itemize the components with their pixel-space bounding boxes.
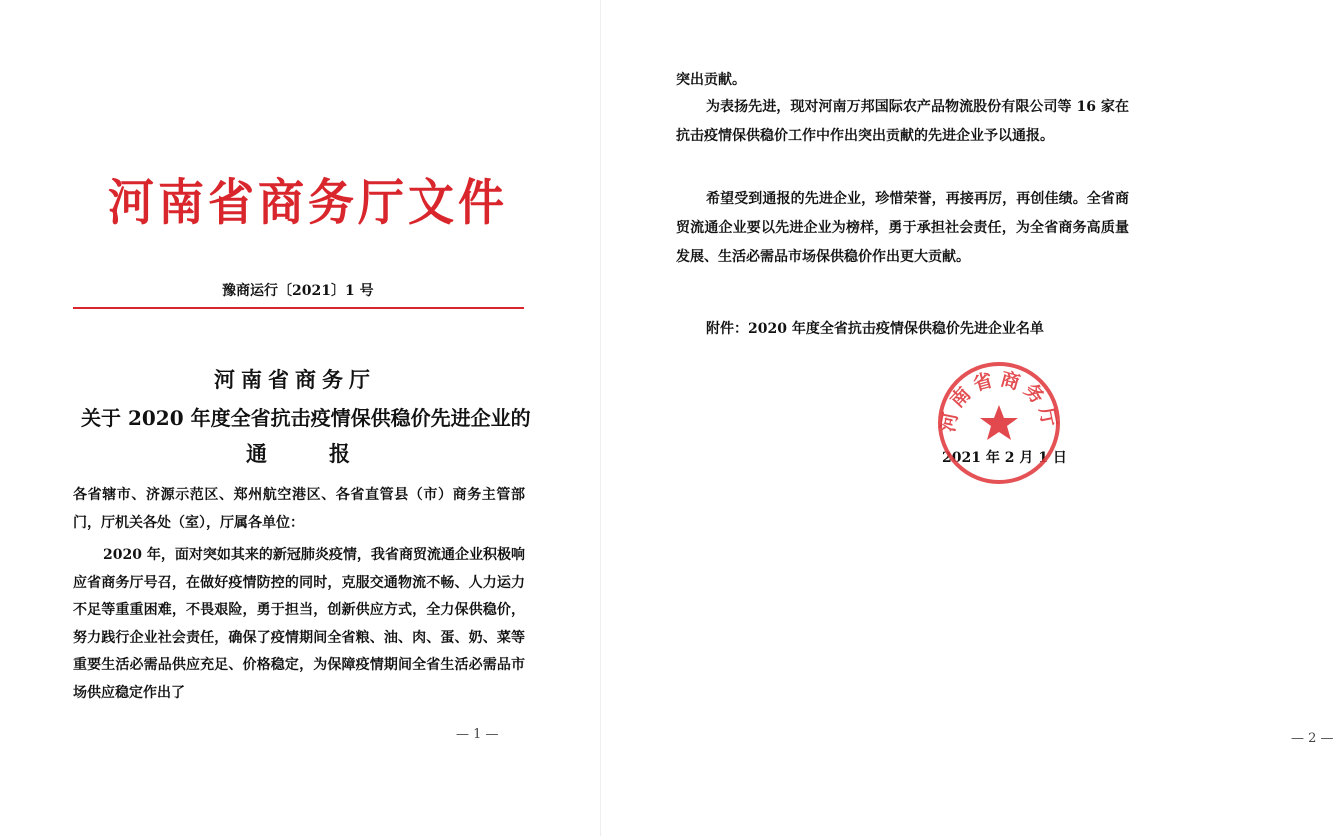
document-number: 豫商运行〔2021〕1 号	[222, 283, 374, 299]
body-paragraph-3: 希望受到通报的先进企业，珍惜荣誉，再接再厉，再创佳绩。全省商贸流通企业要以先进企业为榜样，勇于承担社会责任，为全省商务高质量发展、生活必需品市场保供稳价作出更大贡献。	[676, 191, 1129, 265]
title-subject: 关于 2020 年度全省抗击疫情保供稳价先进企业的	[81, 406, 531, 430]
page-number-2: — 2 —	[1291, 731, 1334, 746]
official-seal	[936, 360, 1062, 486]
body-continuation: 突出贡献。	[676, 72, 746, 88]
svg-text:河南省商务厅: 河南省商务厅	[936, 367, 1062, 434]
title-issuer: 河南省商务厅	[214, 367, 376, 392]
document-masthead: 河南省商务厅文件	[108, 173, 508, 232]
body-paragraph-1: 2020 年，面对突如其来的新冠肺炎疫情，我省商贸流通企业积极响应省商务厅号召，在做好疫情防控的同时，克服交通物流不畅、人力运力不足等重重困难，不畏艰险，勇于担当，创新供应方式，全力保供稳价，努力践行企业社会责任，确保了疫情期间全省粮、油、肉、蛋、奶、菜等重要生活必需品供应充足、价格稳定，为保障疫情期间全省生活必需品市场供应稳定作出了	[73, 547, 525, 701]
red-divider-line	[73, 307, 524, 309]
recipients: 各省辖市、济源示范区、郑州航空港区、各省直管县（市）商务主管部门，厅机关各处（室），厅属各单位：	[73, 487, 525, 531]
attachment-line: 附件：2020 年度全省抗击疫情保供稳价先进企业名单	[706, 321, 1044, 337]
seal-star-icon	[980, 405, 1018, 440]
page-number-1: — 1 —	[456, 727, 499, 742]
left-page	[0, 0, 600, 836]
body-paragraph-2: 为表扬先进，现对河南万邦国际农产品物流股份有限公司等 16 家在抗击疫情保供稳价工作中作出突出贡献的先进企业予以通报。	[676, 99, 1129, 144]
title-type	[246, 438, 350, 468]
issue-date: 2021 年 2 月 1 日	[942, 450, 1067, 466]
title-type-char-2: 报	[329, 441, 350, 466]
title-type-char-1: 通	[246, 441, 267, 466]
